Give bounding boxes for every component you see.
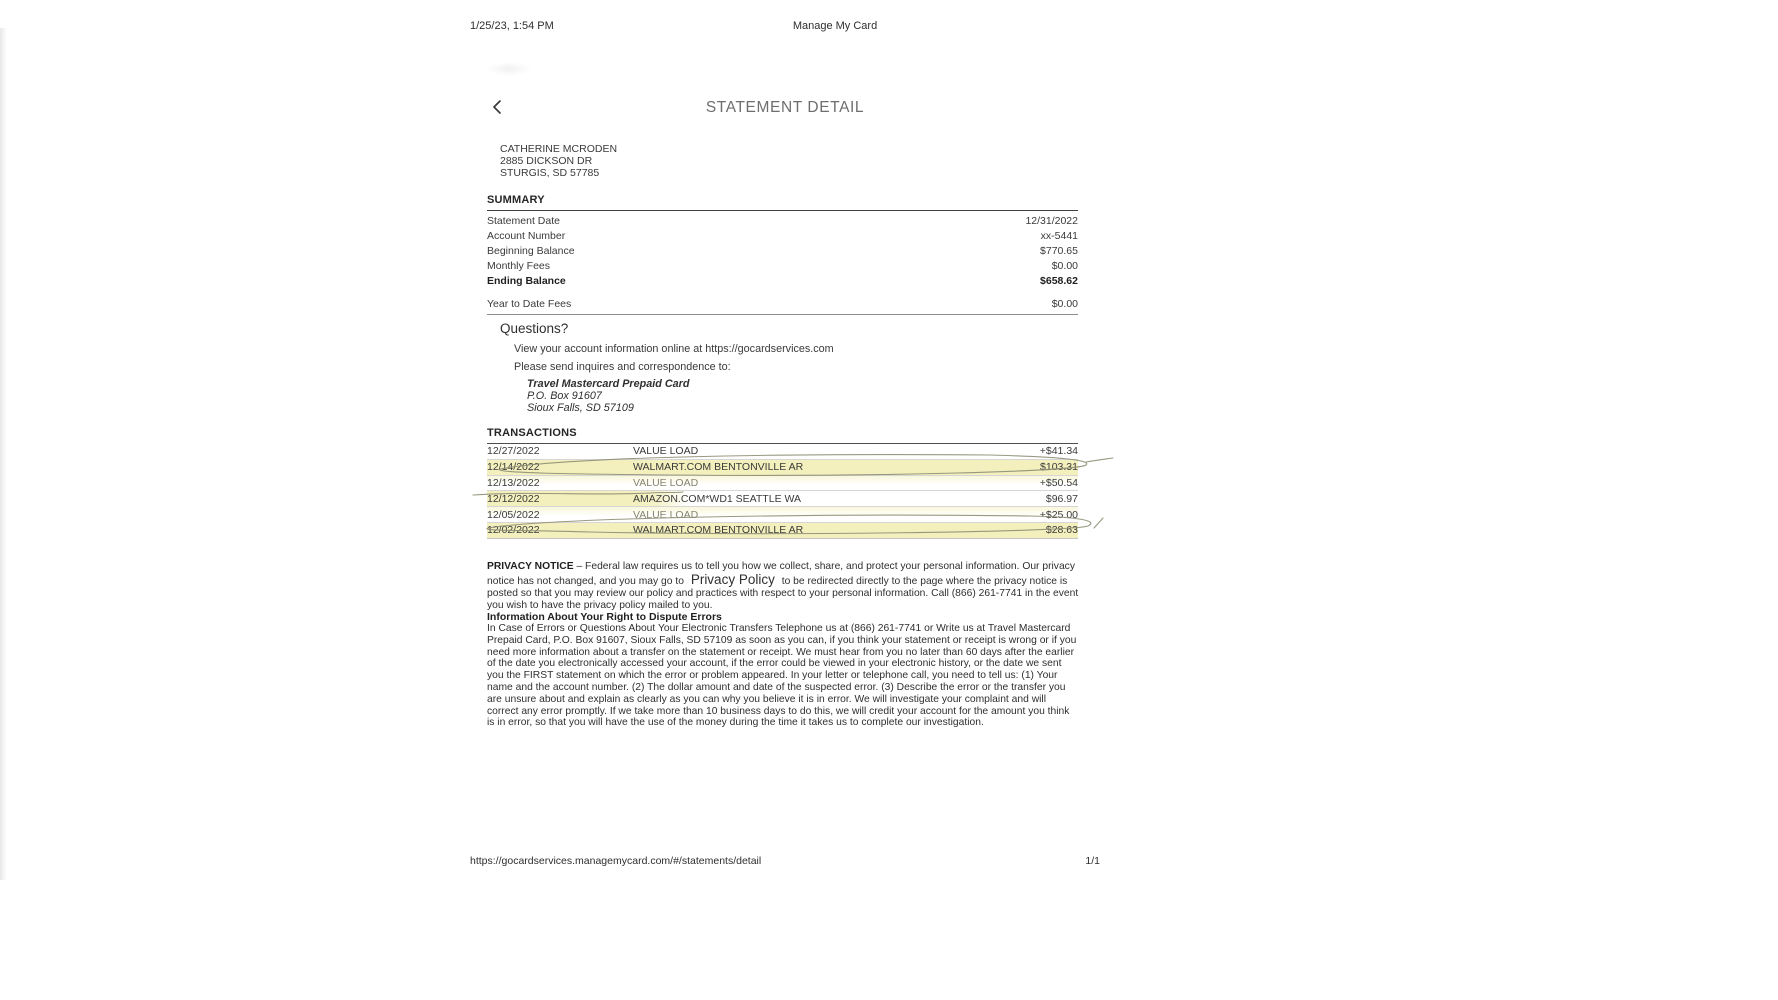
summary-value: 12/31/2022	[1025, 214, 1078, 227]
privacy-notice-paragraph	[487, 561, 1079, 612]
transaction-amount: $96.97	[1045, 492, 1078, 505]
summary-label: Ending Balance	[487, 274, 566, 287]
print-document-title: Manage My Card	[792, 20, 878, 32]
transactions-section	[487, 427, 1078, 539]
summary-row	[487, 213, 1078, 228]
transaction-row	[487, 507, 1078, 523]
summary-title: SUMMARY	[487, 194, 1078, 211]
transaction-row	[487, 444, 1078, 460]
transaction-date: 12/27/2022	[487, 445, 540, 458]
transaction-date: 12/02/2022	[487, 524, 540, 537]
transaction-amount: +$50.54	[1039, 476, 1078, 489]
summary-row	[487, 258, 1078, 273]
mailing-line1: P.O. Box 91607	[527, 390, 602, 402]
summary-value: $658.62	[1040, 274, 1078, 287]
summary-value: $770.65	[1040, 244, 1078, 257]
transaction-description: VALUE LOAD	[633, 508, 699, 521]
scan-edge-shadow	[0, 28, 7, 880]
summary-section	[487, 194, 1078, 315]
page-title: STATEMENT DETAIL	[705, 99, 865, 116]
mailing-name: Travel Mastercard Prepaid Card	[527, 378, 690, 390]
print-footer-page-number: 1/1	[1085, 855, 1100, 867]
questions-title: Questions?	[500, 321, 569, 336]
privacy-text-before: – Federal law requires us to tell you how we collect, share, and protect your personal information. Our privacy notice has not changed, and you may go to	[487, 561, 1075, 587]
transaction-amount: +$41.34	[1039, 445, 1078, 458]
transaction-amount: $28.63	[1045, 524, 1078, 537]
summary-label: Beginning Balance	[487, 244, 575, 257]
summary-row-ending-balance	[487, 273, 1078, 288]
transaction-row-highlighted	[487, 523, 1078, 539]
address-line2: STURGIS, SD 57785	[500, 166, 600, 179]
pen-tick-1202	[1094, 518, 1103, 528]
transaction-date: 12/12/2022	[487, 492, 540, 505]
summary-row	[487, 243, 1078, 258]
mailing-line2: Sioux Falls, SD 57109	[527, 402, 634, 414]
summary-value: $0.00	[1051, 297, 1078, 310]
account-holder-name: CATHERINE MCRODEN	[500, 143, 618, 155]
transaction-description: WALMART.COM BENTONVILLE AR	[633, 524, 804, 537]
print-footer-url: https://gocardservices.managemycard.com/#/statements/detail	[470, 855, 762, 867]
transaction-description: AMAZON.COM*WD1 SEATTLE WA	[633, 492, 802, 505]
summary-value: xx-5441	[1040, 229, 1078, 242]
summary-label: Account Number	[487, 229, 566, 242]
transaction-amount: +$25.00	[1039, 508, 1078, 521]
privacy-policy-link[interactable]: Privacy Policy	[690, 571, 775, 587]
address-line1: 2885 DICKSON DR	[500, 154, 593, 167]
privacy-text-after: to be redirected directly to the page where the privacy notice is posted so that you may review our policy and practices with respect to your personal information. Call (866) 261-7741 in the event you wish to have the privacy policy mailed to you.	[487, 575, 1079, 611]
transaction-description: WALMART.COM BENTONVILLE AR	[633, 461, 804, 474]
questions-correspondence: Please send inquires and correspondence to:	[514, 361, 731, 373]
transaction-row	[487, 476, 1078, 492]
privacy-notice-label: PRIVACY NOTICE	[487, 561, 574, 573]
transaction-description: VALUE LOAD	[633, 476, 699, 489]
print-timestamp: 1/25/23, 1:54 PM	[470, 20, 554, 32]
transaction-date: 12/14/2022	[487, 461, 540, 474]
questions-online-info: View your account information online at https://gocardservices.com	[514, 343, 834, 355]
transaction-date: 12/05/2022	[487, 508, 540, 521]
pen-tail-1214	[1086, 458, 1113, 462]
pencil-smudge	[486, 62, 532, 76]
transaction-row-highlighted	[487, 460, 1078, 476]
transactions-title: TRANSACTIONS	[487, 427, 1078, 444]
transaction-description: VALUE LOAD	[633, 445, 699, 458]
dispute-errors-heading: Information About Your Right to Dispute Errors	[487, 611, 722, 623]
dispute-errors-body: In Case of Errors or Questions About Your Electronic Transfers Telephone us at (866) 261-7741 or Write us at Travel Mastercard Prepaid Card, P.O. Box 91607, Sioux Falls, SD 57109 as soon as you can, if you think your statement or receipt is wrong or if you need more information about a transfer on the statement or receipt. We must hear from you no later than 60 days after the earlier of the date you electronically accessed your account, if the error could be viewed in your electronic history, or the date we sent you the FIRST statement on which the error or problem appeared. In your letter or telephone call, you need to tell us: (1) Your name and the account number. (2) The dollar amount and date of the suspected error. (3) Describe the error or the transfer you are unsure about and explain as clearly as you can why you believe it is in error. We will investigate your complaint and will correct any error promptly. If we take more than 10 business days to do this, we will credit your account for the amount you think is in error, so that you will have the use of the money during the time it takes us to complete our investigation.	[487, 623, 1077, 729]
summary-row	[487, 228, 1078, 243]
account-holder-address	[500, 144, 617, 180]
transaction-date: 12/13/2022	[487, 476, 540, 489]
transaction-row-struck	[487, 491, 1078, 507]
summary-label: Year to Date Fees	[487, 297, 572, 310]
summary-label: Monthly Fees	[487, 259, 551, 272]
mailing-address	[527, 378, 689, 414]
summary-label: Statement Date	[487, 214, 560, 227]
transaction-amount: $103.31	[1040, 461, 1078, 474]
summary-value: $0.00	[1051, 259, 1078, 272]
summary-row-ytd-fees	[487, 296, 1078, 315]
